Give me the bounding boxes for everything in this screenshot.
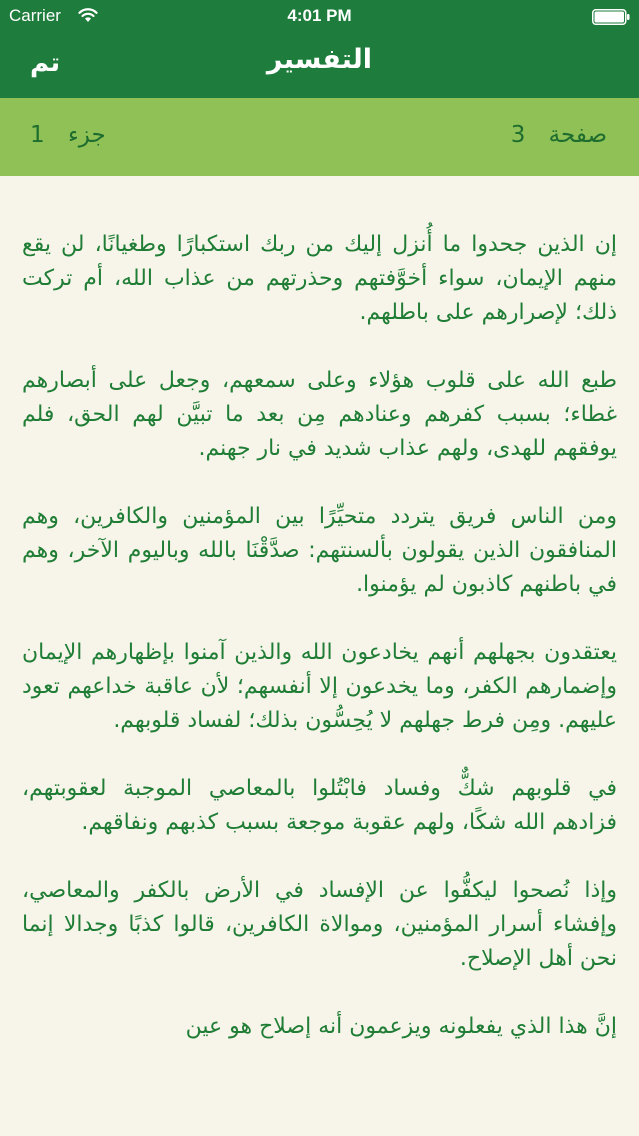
tafsir-scroll-view[interactable]: [0, 176, 639, 1136]
tafsir-paragraph: يعتقدون بجهلهم أنهم يخادعون الله والذين آمنوا بإظهارهم الإيمان وإضمارهم الكفر، وما يخدعون إلا أنفسهم؛ لأن عاقبة خداعهم تعود عليهم. ومِن فرط جهلهم لا يُحِسُّون بذلك؛ لفساد قلوبهم.: [22, 640, 617, 733]
juz-label: جزء: [67, 122, 106, 148]
tafsir-paragraph: إنَّ هذا الذي يفعلونه ويزعمون أنه إصلاح هو عين: [185, 1014, 617, 1039]
battery-icon: [592, 9, 630, 25]
status-bar: [0, 0, 639, 34]
status-time: 4:01 PM: [287, 6, 352, 25]
page-number: 3: [510, 122, 526, 148]
carrier-label: Carrier: [9, 6, 61, 25]
done-button[interactable]: تم: [30, 48, 61, 78]
page-title: التفسير: [266, 44, 373, 75]
tafsir-paragraph: وإذا نُصحوا ليكفُّوا عن الإفساد في الأرض بالكفر والمعاصي، وإفشاء أسرار المؤمنين، وموالاة الكافرين، قالوا كذبًا وجدالا إنما نحن أهل الإصلاح.: [22, 878, 617, 971]
tafsir-paragraph: طبع الله على قلوب هؤلاء وعلى سمعهم، وجعل على أبصارهم غطاء؛ بسبب كفرهم وعنادهم مِن بعد ما تبيَّن لهم الحق، فلم يوفقهم للهدى، ولهم عذاب شديد في نار جهنم.: [22, 368, 617, 461]
tafsir-paragraph: في قلوبهم شكٌّ وفساد فابْتُلوا بالمعاصي الموجبة لعقوبتهم، فزادهم الله شكًا، ولهم عقوبة موجعة بسبب كذبهم ونفاقهم.: [22, 776, 617, 835]
info-bar: [0, 98, 639, 176]
page-label: صفحة: [548, 122, 607, 148]
tafsir-paragraph: ومن الناس فريق يتردد متحيِّرًا بين المؤمنين والكافرين، وهم المنافقون الذين يقولون بألسنتهم: صدَّقْنَا بالله وباليوم الآخر، وهم في باطنهم كاذبون لم يؤمنوا.: [22, 504, 617, 597]
juz-indicator: [30, 122, 106, 148]
page-indicator: [511, 122, 607, 148]
tafsir-paragraph: إن الذين جحدوا ما أُنزل إليك من ربك استكبارًا وطغيانًا، لن يقع منهم الإيمان، سواء أخوَّفتهم وحذرتهم من عذاب الله، أم تركت ذلك؛ لإصرارهم على باطلهم.: [22, 232, 617, 325]
juz-number: 1: [30, 122, 45, 148]
tafsir-text: [22, 228, 617, 1078]
navigation-header: [0, 0, 639, 98]
